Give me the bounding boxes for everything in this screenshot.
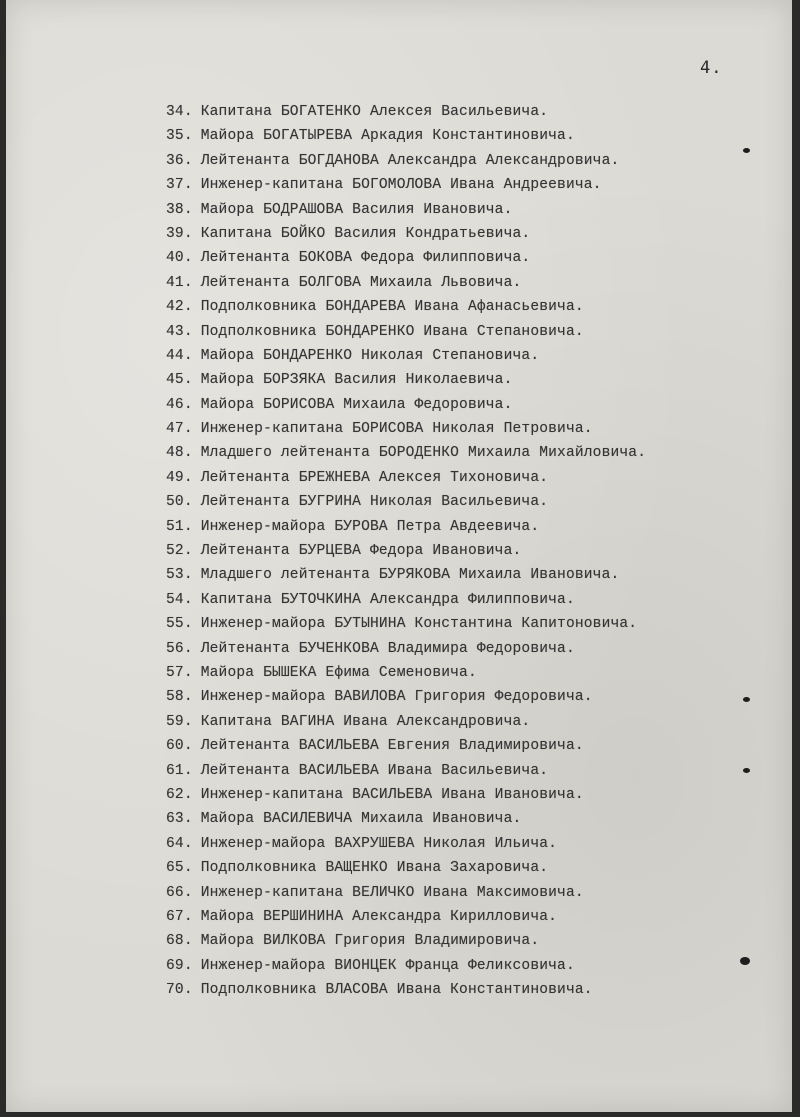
award-list <box>166 100 646 1002</box>
list-item <box>166 344 646 368</box>
item-number: 55. <box>166 616 193 633</box>
list-item <box>166 905 646 929</box>
item-number: 45. <box>166 372 193 389</box>
list-item <box>166 588 646 612</box>
item-number: 64. <box>166 835 193 852</box>
list-item <box>166 100 646 124</box>
item-text: Майора ВЕРШИНИНА Александра Кирилловича. <box>200 908 558 925</box>
item-text: Инженер-майора ВАХРУШЕВА Николая Ильича. <box>200 835 558 852</box>
item-text: Майора ВИЛКОВА Григория Владимировича. <box>200 933 540 950</box>
item-number: 34. <box>166 104 193 120</box>
item-text: Лейтенанта БОКОВА Федора Филипповича. <box>200 250 531 267</box>
item-text: Инженер-майора ВИОНЦЕК Франца Феликсовича. <box>200 957 575 974</box>
item-number: 35. <box>166 128 193 145</box>
item-number: 70. <box>166 982 193 999</box>
item-number: 41. <box>166 274 193 291</box>
item-number: 59. <box>166 713 193 730</box>
list-item <box>166 173 646 197</box>
item-text: Подполковника ВЛАСОВА Ивана Константиновича. <box>200 982 593 999</box>
binding-hole-mark <box>743 148 750 153</box>
item-number: 58. <box>166 689 193 706</box>
list-item <box>166 466 646 490</box>
item-text: Капитана БУТОЧКИНА Александра Филипповича. <box>200 591 575 608</box>
list-item <box>166 710 646 734</box>
list-item <box>166 954 646 978</box>
item-text: Лейтенанта БУЧЕНКОВА Владимира Федоровича. <box>200 640 575 657</box>
list-item <box>166 515 646 539</box>
document-page <box>6 0 792 1112</box>
item-text: Капитана ВАГИНА Ивана Александровича. <box>200 713 531 730</box>
item-number: 47. <box>166 421 193 438</box>
list-item <box>166 320 646 344</box>
item-text: Инженер-капитана БОГОМОЛОВА Ивана Андреевича. <box>200 177 602 194</box>
item-number: 52. <box>166 543 193 560</box>
list-item <box>166 637 646 661</box>
item-text: Лейтенанта ВАСИЛЬЕВА Евгения Владимировича. <box>200 738 584 755</box>
binding-hole-mark <box>743 697 750 702</box>
item-number: 39. <box>166 225 193 242</box>
item-number: 50. <box>166 494 193 511</box>
item-number: 51. <box>166 518 193 535</box>
item-number: 57. <box>166 664 193 681</box>
item-number: 36. <box>166 152 193 169</box>
list-item <box>166 124 646 148</box>
item-number: 61. <box>166 762 193 779</box>
list-item <box>166 807 646 831</box>
item-text: Майора БОНДАРЕНКО Николая Степановича. <box>200 347 540 364</box>
item-number: 66. <box>166 884 193 901</box>
item-number: 68. <box>166 933 193 950</box>
item-text: Майора ВАСИЛЕВИЧА Михаила Ивановича. <box>200 811 522 828</box>
item-text: Младшего лейтенанта БОРОДЕНКО Михаила Михайловича. <box>200 445 647 462</box>
item-text: Лейтенанта БУРЦЕВА Федора Ивановича. <box>200 543 522 560</box>
item-number: 62. <box>166 786 193 803</box>
item-text: Младшего лейтенанта БУРЯКОВА Михаила Ивановича. <box>200 567 620 584</box>
item-text: Подполковника ВАЩЕНКО Ивана Захаровича. <box>200 860 549 877</box>
item-text: Подполковника БОНДАРЕВА Ивана Афанасьевича. <box>200 299 584 316</box>
item-text: Инженер-капитана БОРИСОВА Николая Петровича. <box>200 421 593 438</box>
item-text: Инженер-майора БУТЫНИНА Константина Капитоновича. <box>200 616 638 633</box>
list-item <box>166 417 646 441</box>
item-number: 65. <box>166 860 193 877</box>
item-text: Майора БОРЗЯКА Василия Николаевича. <box>200 372 513 389</box>
list-item <box>166 759 646 783</box>
list-item <box>166 295 646 319</box>
item-number: 46. <box>166 396 193 413</box>
list-item <box>166 539 646 563</box>
item-text: Инженер-капитана ВЕЛИЧКО Ивана Максимовича. <box>200 884 584 901</box>
list-item <box>166 198 646 222</box>
item-text: Лейтенанта ВАСИЛЬЕВА Ивана Васильевича. <box>200 762 549 779</box>
list-item <box>166 661 646 685</box>
list-item <box>166 441 646 465</box>
item-number: 53. <box>166 567 193 584</box>
list-item <box>166 490 646 514</box>
item-text: Майора БЫШЕКА Ефима Семеновича. <box>200 664 477 681</box>
list-item <box>166 368 646 392</box>
item-number: 54. <box>166 591 193 608</box>
binding-hole-mark <box>740 957 750 965</box>
item-text: Капитана БОЙКО Василия Кондратьевича. <box>200 225 531 242</box>
page-number: 4. <box>700 58 723 78</box>
item-number: 48. <box>166 445 193 462</box>
item-number: 67. <box>166 908 193 925</box>
list-item <box>166 832 646 856</box>
binding-hole-mark <box>743 768 750 773</box>
item-number: 56. <box>166 640 193 657</box>
item-number: 44. <box>166 347 193 364</box>
list-item <box>166 881 646 905</box>
item-number: 38. <box>166 201 193 218</box>
list-item <box>166 734 646 758</box>
list-item <box>166 856 646 880</box>
list-item <box>166 783 646 807</box>
list-item <box>166 149 646 173</box>
item-number: 37. <box>166 177 193 194</box>
item-text: Лейтенанта БУГРИНА Николая Васильевича. <box>200 494 549 511</box>
item-text: Подполковника БОНДАРЕНКО Ивана Степановича. <box>200 323 584 340</box>
item-text: Инженер-майора БУРОВА Петра Авдеевича. <box>200 518 540 535</box>
item-number: 60. <box>166 738 193 755</box>
list-item <box>166 929 646 953</box>
item-number: 42. <box>166 299 193 316</box>
item-text: Лейтенанта БОГДАНОВА Александра Александровича. <box>200 152 620 169</box>
item-text: Майора БОГАТЫРЕВА Аркадия Константиновича. <box>200 128 575 145</box>
item-number: 69. <box>166 957 193 974</box>
list-item <box>166 222 646 246</box>
item-text: Майора БОДРАШОВА Василия Ивановича. <box>200 201 513 218</box>
item-number: 63. <box>166 811 193 828</box>
list-item <box>166 612 646 636</box>
item-number: 43. <box>166 323 193 340</box>
item-text: Капитана БОГАТЕНКО Алексея Васильевича. <box>200 104 549 120</box>
list-item <box>166 685 646 709</box>
list-item <box>166 246 646 270</box>
item-text: Инженер-майора ВАВИЛОВА Григория Федоровича. <box>200 689 593 706</box>
item-text: Майора БОРИСОВА Михаила Федоровича. <box>200 396 513 413</box>
item-text: Инженер-капитана ВАСИЛЬЕВА Ивана Ивановича. <box>200 786 584 803</box>
list-item <box>166 563 646 587</box>
item-number: 40. <box>166 250 193 267</box>
list-item <box>166 978 646 1002</box>
list-item <box>166 271 646 295</box>
list-item <box>166 393 646 417</box>
item-text: Лейтенанта БРЕЖНЕВА Алексея Тихоновича. <box>200 469 549 486</box>
item-number: 49. <box>166 469 193 486</box>
item-text: Лейтенанта БОЛГОВА Михаила Львовича. <box>200 274 522 291</box>
